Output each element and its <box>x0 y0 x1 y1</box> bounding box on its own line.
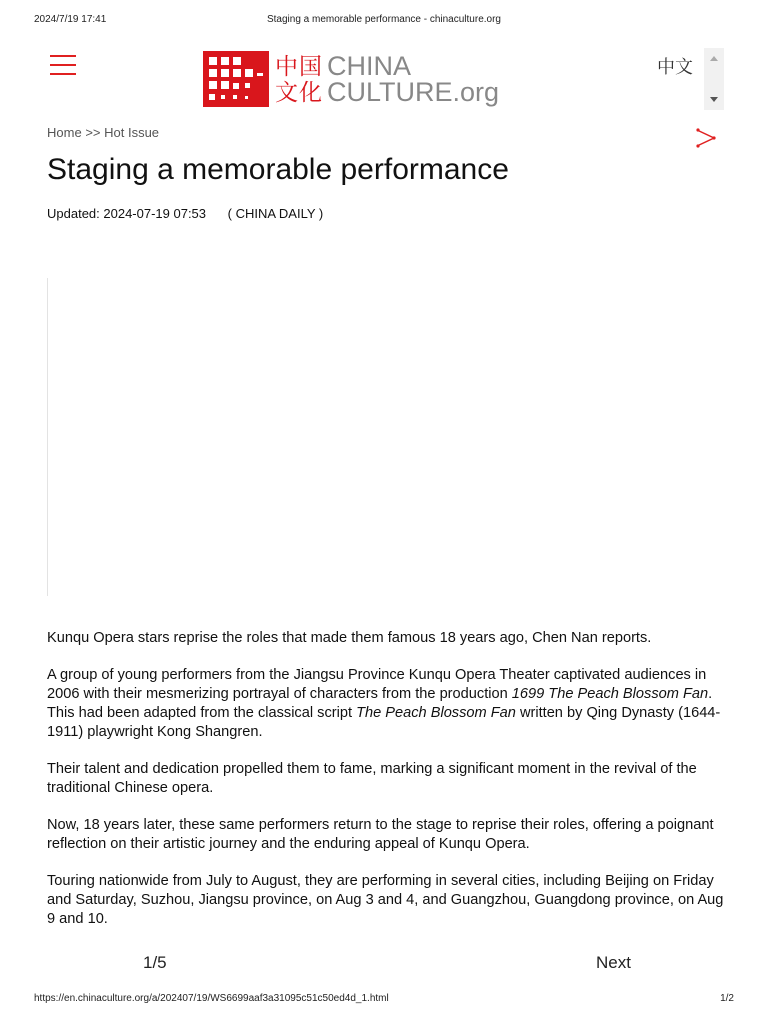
print-doc-title: Staging a memorable performance - chinaculture.org <box>266 14 501 25</box>
logo-text-china: CHINA <box>327 51 412 81</box>
article-text: A group of young performers from the Jiangsu Province Kunqu Opera Theater captivated audiences in 2006 with their mesmerizing portrayal of characters from the production <box>47 667 707 702</box>
article-text: Touring nationwide from July to August, they are performing in several cities, including Beijing on Friday and Saturday, Suzhou, Jiangsu province, on Aug 3 and 4, and Guangzhou, Guangdong province, on Aug 9 and 10. <box>47 873 724 927</box>
breadcrumb <box>47 125 159 140</box>
print-url: https://en.chinaculture.org/a/202407/19/WS6699aaf3a31095c51c50ed4d_1.html <box>34 993 389 1004</box>
scroll-up-arrow-icon[interactable] <box>710 56 718 61</box>
article-paragraph <box>47 666 727 742</box>
article-source: ( CHINA DAILY ) <box>227 206 324 221</box>
article-title-reference: The Peach Blossom Fan <box>356 705 516 721</box>
updated-timestamp: Updated: 2024-07-19 07:53 <box>47 206 207 221</box>
logo-text-culture <box>327 78 499 106</box>
page-title: Staging a memorable performance <box>47 153 509 186</box>
article-text: Their talent and dedication propelled them to fame, marking a significant moment in the revival of the traditional Chinese opera. <box>47 761 697 796</box>
article-paragraph <box>47 760 727 798</box>
print-datetime: 2024/7/19 17:41 <box>34 14 107 25</box>
article-meta <box>47 206 323 221</box>
hamburger-icon-line <box>50 55 76 57</box>
breadcrumb-separator: >> <box>85 125 101 140</box>
language-switch-link[interactable]: 中文 <box>657 57 693 78</box>
next-button[interactable]: Next <box>596 953 631 972</box>
article-title-reference: 1699 The Peach Blossom Fan <box>511 686 709 702</box>
article-body <box>47 629 727 947</box>
share-icon <box>695 127 717 149</box>
article-image-placeholder <box>47 278 48 596</box>
logo-chinese-text: 中国文化 <box>275 54 323 106</box>
menu-button[interactable] <box>50 55 76 75</box>
scroll-down-arrow-icon[interactable] <box>710 97 718 102</box>
breadcrumb-section-link[interactable]: Hot Issue <box>104 125 160 140</box>
article-text: Now, 18 years later, these same performers return to the stage to reprise their roles, offering a poignant reflection on their artistic journey and the enduring appeal of Kunqu Opera. <box>47 817 714 852</box>
logo-text-org: .org <box>452 77 500 107</box>
breadcrumb-home-link[interactable]: Home <box>47 125 82 140</box>
share-button[interactable] <box>695 127 717 149</box>
article-text: written by Qing Dynasty (1644-1911) playwright Kong Shangren. <box>47 705 721 740</box>
article-paragraph <box>47 816 727 854</box>
hamburger-icon-line <box>50 73 76 75</box>
logo-text-culture-word: CULTURE <box>327 77 453 107</box>
print-page-number: 1/2 <box>720 993 734 1004</box>
hamburger-icon-line <box>50 64 76 66</box>
logo-mark-icon <box>203 51 269 107</box>
article-paragraph <box>47 629 727 648</box>
article-text: Kunqu Opera stars reprise the roles that made them famous 18 years ago, Chen Nan reports. <box>47 630 652 646</box>
gallery-page-count: 1/5 <box>143 953 167 972</box>
scrollbar[interactable] <box>704 48 724 110</box>
article-text: . This had been adapted from the classical script <box>47 686 713 721</box>
article-paragraph <box>47 872 727 929</box>
site-logo[interactable] <box>203 51 523 109</box>
